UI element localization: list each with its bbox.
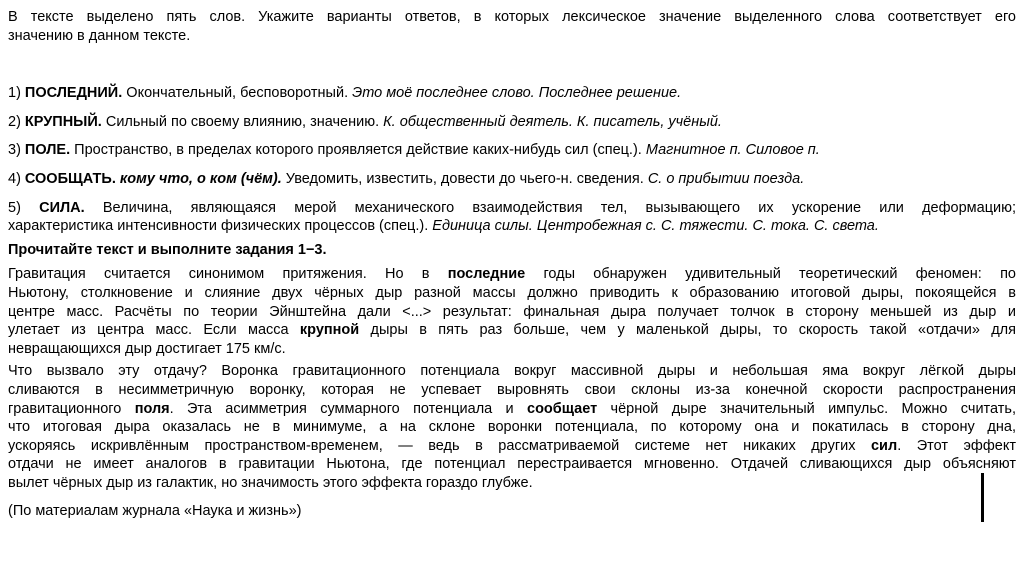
dictionary-entry-pole: 3) ПОЛЕ. Пространство, в пределах которого проявляется действие каких-нибудь сил (спец.). Магнитное п. Силовое п. bbox=[8, 142, 820, 159]
source-attribution: (По материалам журнала «Наука и жизнь») bbox=[8, 503, 302, 520]
dictionary-entry-posledniy: 1) ПОСЛЕДНИЙ. Окончательный, бесповоротный. Это моё последнее слово. Последнее решение. bbox=[8, 85, 682, 102]
dictionary-entry-krupnyy: 2) КРУПНЫЙ. Сильный по своему влиянию, значению. К. общественный деятель. К. писатель, учёный. bbox=[8, 113, 722, 130]
text-paragraph-2: Что вызвало эту отдачу? Воронка гравитационного потенциала вокруг массивной дыры и небольшая яма вокруг лёгкой дыры сливаются в несимметричную воронку, которая не успевает выровнять свои склоны из-за конечной скорости распространения гравитационного поля. Эта асимметрия суммарного потенциала и сообщает чёрной дыре значительный импульс. Можно считать, что итоговая дыра оказалась не в минимуме, а на склоне воронки потенциала, по которому она и покатилась в сторону дна, ускоряясь искривлённым пространством-временем, — ведь в рассматриваемой системе нет никаких других сил. Этот эффект отдачи не имеет аналогов в гравитации Ньютона, где потенциал перестраивается мгновенно. Отдачей сливающихся дыр объясняют вылет чёрных дыр из галактик, но значимость этого эффекта гораздо глубже. bbox=[8, 363, 1016, 491]
read-text-heading: Прочитайте текст и выполните задания 1−3. bbox=[8, 241, 327, 258]
dictionary-entry-sila: 5) СИЛА. Величина, являющаяся мерой механического взаимодействия тел, вызывающего их ускорение или деформацию; характеристика интенсивности физических процессов (спец.). Единица силы. Центробежная с. С. тяжести. С. тока. С. света. bbox=[8, 199, 1017, 235]
text-paragraph-1: Гравитация считается синонимом притяжения. Но в последние годы обнаружен удивительный теоретический феномен: по Ньютону, столкновение и слияние двух чёрных дыр разной массы должно приводить к образованию итоговой дыры, покоящейся в центре масс. Расчёты по теории Эйнштейна дали <...> результат: финальная дыра получает толчок в сторону меньшей из дыр и улетает из центра масс. Если масса крупной дыры в пять раз больше, чем у маленькой дыры, то скорость такой «отдачи» для невращающихся дыр достигает 175 км/с. bbox=[8, 266, 1016, 357]
text-cursor bbox=[981, 473, 984, 522]
task-instruction: В тексте выделено пять слов. Укажите варианты ответов, в которых лексическое значение выделенного слова соответствует его значению в данном тексте. bbox=[8, 9, 1016, 44]
dictionary-entries bbox=[8, 84, 1016, 236]
dictionary-entry-soobshchat: 4) СООБЩАТЬ. кому что, о ком (чём). Уведомить, известить, довести до чьего-н. сведения. С. о прибытии поезда. bbox=[8, 170, 805, 187]
